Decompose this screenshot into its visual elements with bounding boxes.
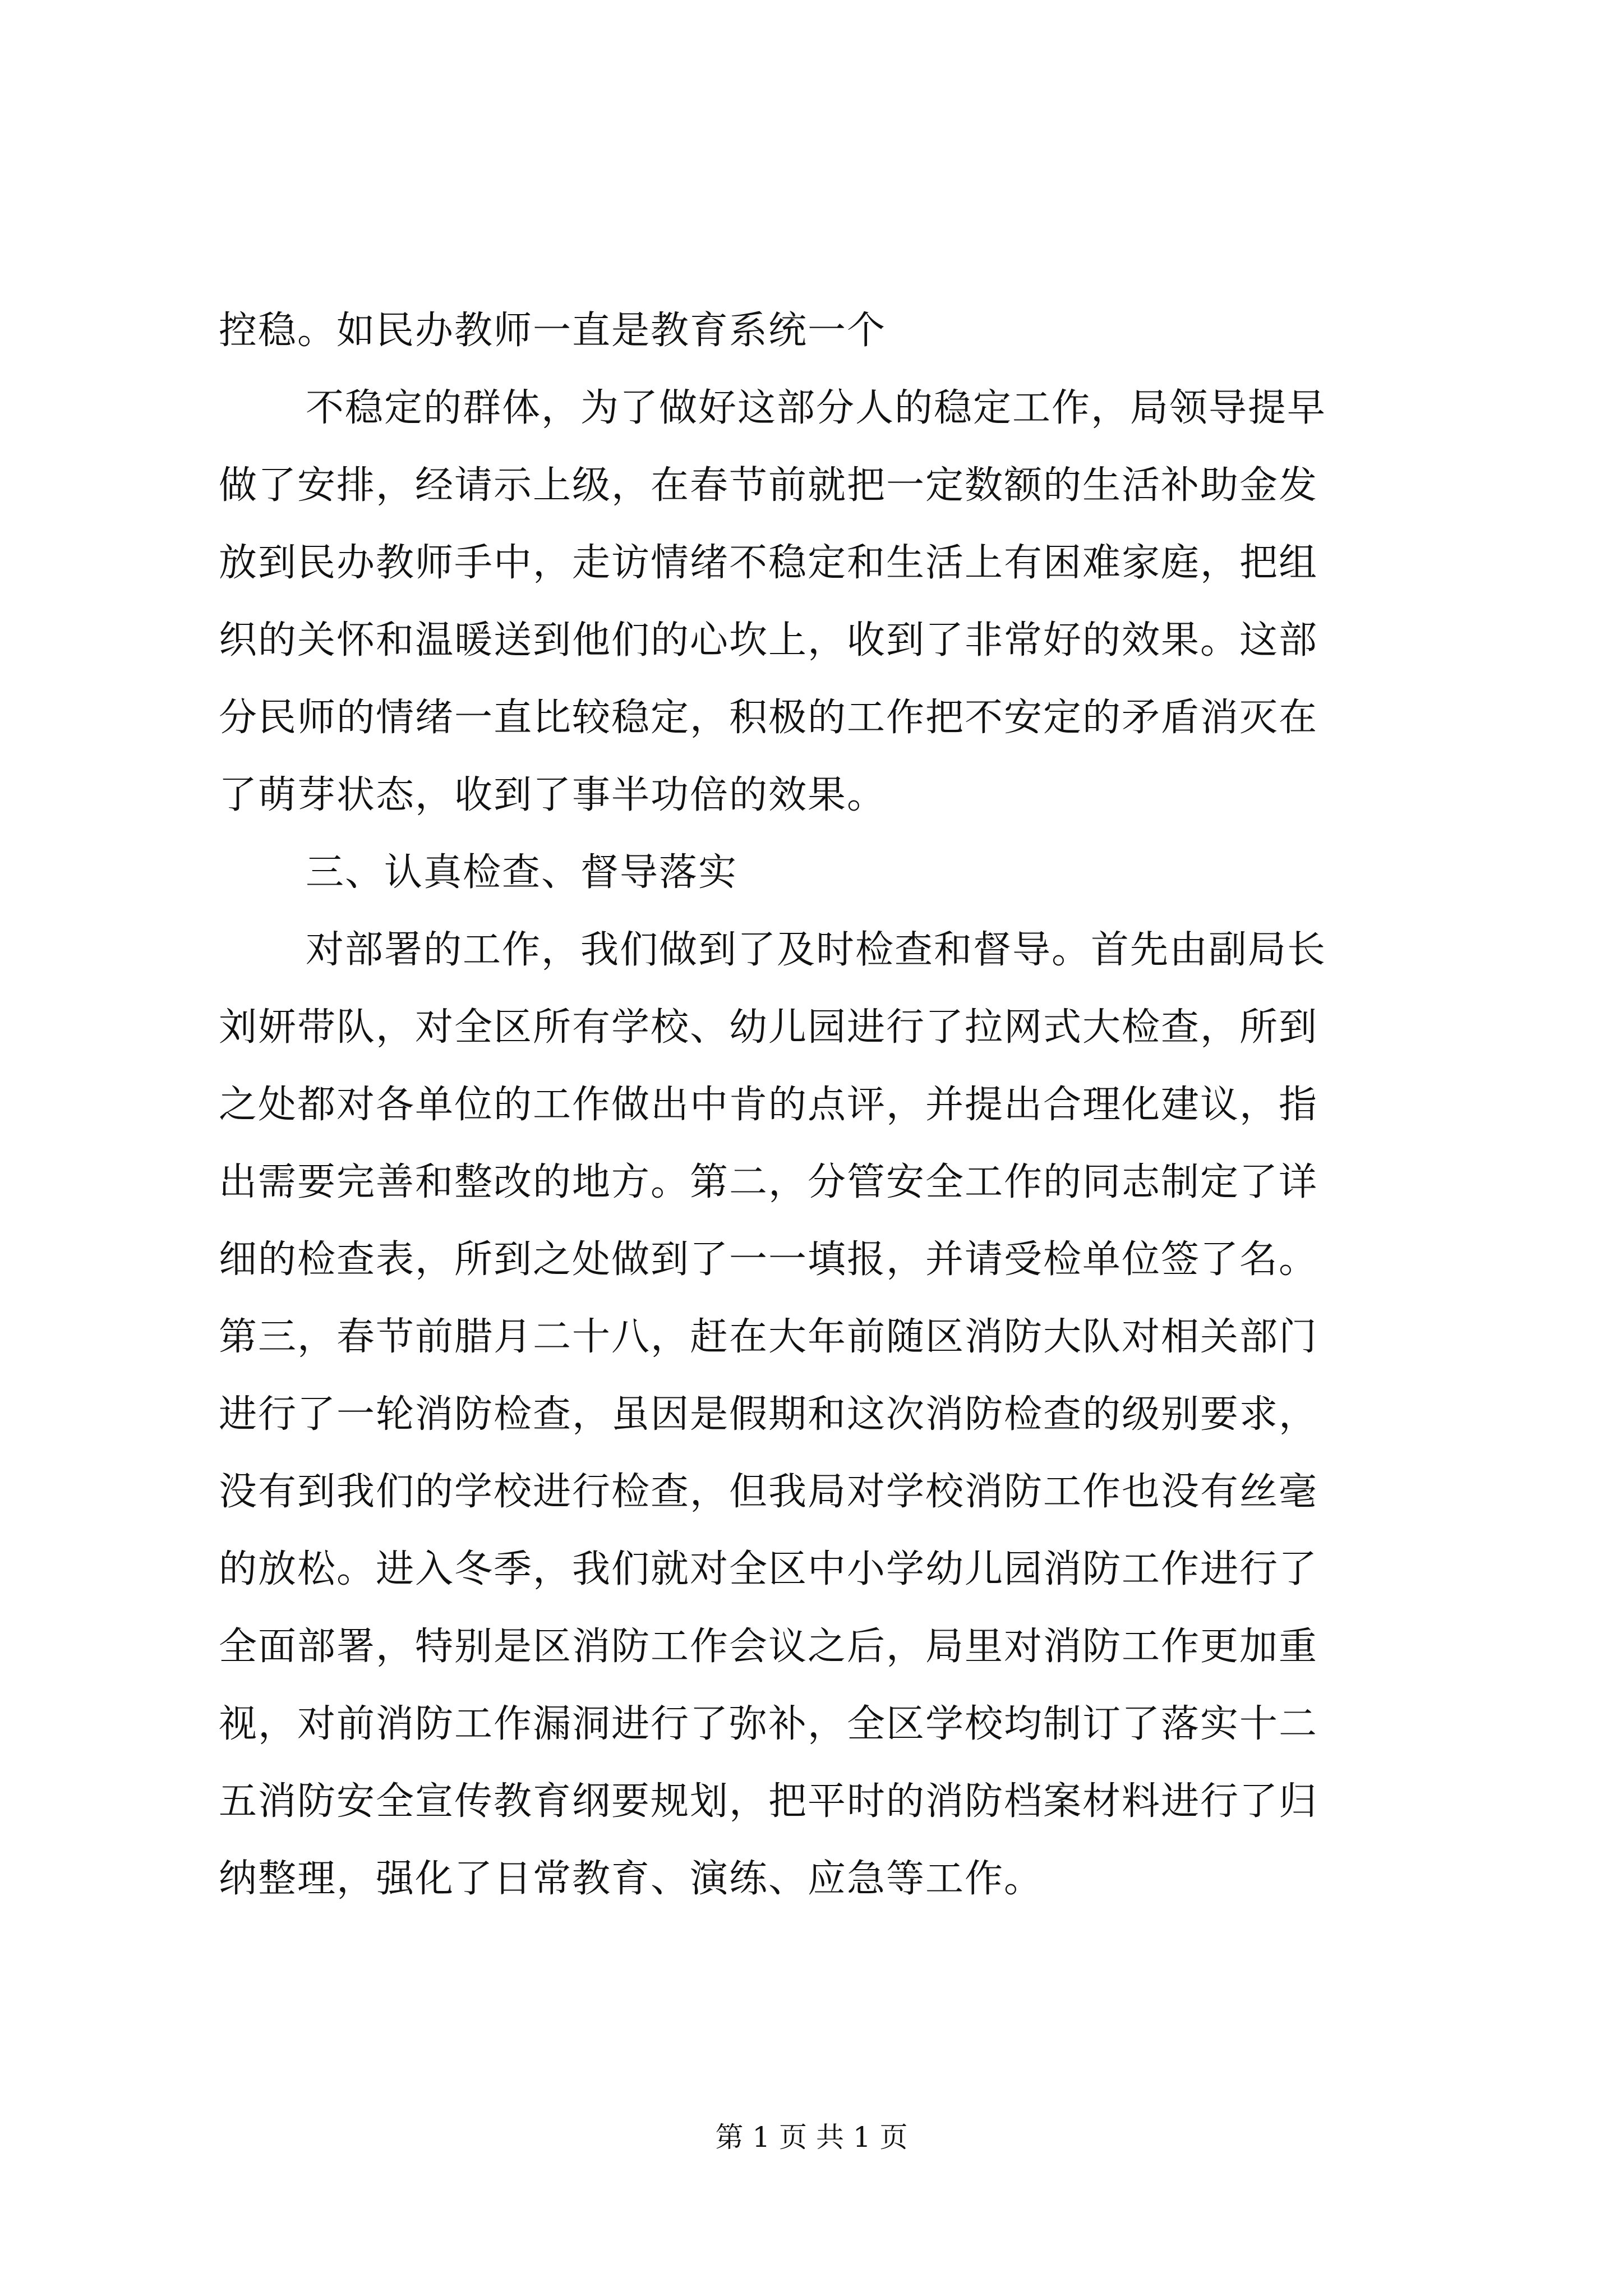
section-heading: 三、认真检查、督导落实 [306, 850, 738, 895]
text-line-11: 之处都对各单位的工作做出中肯的点评，并提出合理化建议，指 [219, 1083, 1318, 1127]
text-line-1: 控稳。如民办教师一直是教育系统一个 [219, 309, 887, 353]
text-line-4: 放到民办教师手中，走访情绪不稳定和生活上有困难家庭，把组 [219, 541, 1318, 585]
text-line-5: 织的关怀和温暖送到他们的心坎上，收到了非常好的效果。这部 [219, 618, 1318, 662]
text-line-16: 没有到我们的学校进行检查，但我局对学校消防工作也没有丝毫 [219, 1470, 1318, 1514]
text-line-19: 视，对前消防工作漏洞进行了弥补，全区学校均制订了落实十二 [219, 1702, 1318, 1746]
text-line-15: 进行了一轮消防检查，虽因是假期和这次消防检查的级别要求， [219, 1392, 1318, 1437]
text-line-14: 第三，春节前腊月二十八，赶在大年前随区消防大队对相关部门 [219, 1315, 1318, 1359]
text-line-2: 不稳定的群体，为了做好这部分人的稳定工作，局领导提早 [306, 386, 1327, 430]
text-line-12: 出需要完善和整改的地方。第二，分管安全工作的同志制定了详 [219, 1160, 1318, 1204]
page-footer: 第 1 页 共 1 页 [715, 2121, 908, 2154]
text-line-9: 对部署的工作，我们做到了及时检查和督导。首先由副局长 [306, 928, 1327, 972]
text-line-17: 的放松。进入冬季，我们就对全区中小学幼儿园消防工作进行了 [219, 1547, 1318, 1591]
text-line-21: 纳整理，强化了日常教育、演练、应急等工作。 [219, 1857, 1044, 1901]
text-line-18: 全面部署，特别是区消防工作会议之后，局里对消防工作更加重 [219, 1625, 1318, 1669]
text-line-20: 五消防安全宣传教育纲要规划，把平时的消防档案材料进行了归 [219, 1779, 1318, 1824]
text-line-13: 细的检查表，所到之处做到了一一填报，并请受检单位签了名。 [219, 1237, 1318, 1282]
text-line-3: 做了安排，经请示上级，在春节前就把一定数额的生活补助金发 [219, 463, 1318, 508]
text-line-6: 分民师的情绪一直比较稳定，积极的工作把不安定的矛盾消灭在 [219, 696, 1318, 740]
text-line-7: 了萌芽状态，收到了事半功倍的效果。 [219, 773, 887, 817]
text-line-10: 刘妍带队，对全区所有学校、幼儿园进行了拉网式大检查，所到 [219, 1005, 1318, 1050]
